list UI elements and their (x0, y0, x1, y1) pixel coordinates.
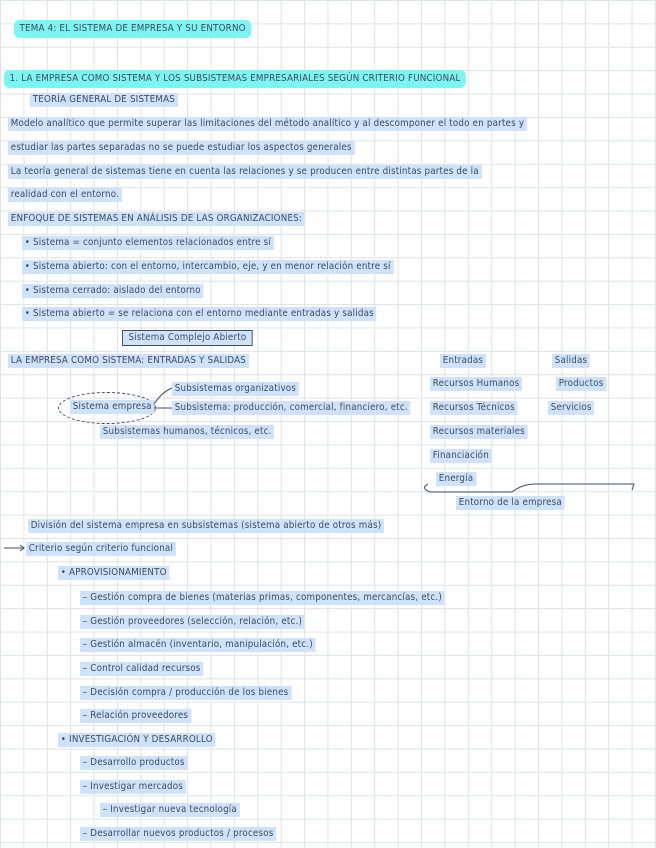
branch-item: Subsistema: producción, comercial, financiero, etc. (172, 401, 411, 415)
list-item: • Sistema cerrado: aislado del entorno (22, 284, 204, 298)
aprov-item: – Control calidad recursos (80, 662, 203, 676)
text-line: estudiar las partes separadas no se puede estudiar los aspectos generales (8, 141, 354, 155)
salida-item: Productos (556, 377, 606, 391)
branch-item: Subsistemas humanos, técnicos, etc. (100, 425, 274, 439)
entrada-item: Financiación (430, 449, 492, 463)
entrada-item: Recursos Técnicos (430, 401, 518, 415)
entrada-item: Recursos Humanos (430, 377, 522, 391)
aprov-item: – Gestión proveedores (selección, relación, etc.) (80, 615, 305, 629)
invest-item: – Investigar mercados (80, 780, 186, 794)
io-heading: LA EMPRESA COMO SISTEMA: ENTRADAS Y SALIDAS (8, 354, 249, 368)
aprov-item: – Decisión compra / producción de los bienes (80, 686, 291, 700)
text-line: realidad con el entorno. (8, 188, 122, 202)
entradas-title: Entradas (440, 354, 486, 368)
entrada-item: Recursos materiales (430, 425, 528, 439)
entrada-item: Energía (436, 472, 476, 486)
page-title: TEMA 4: EL SISTEMA DE EMPRESA Y SU ENTORNO (14, 20, 251, 38)
list-item: • Sistema abierto = se relaciona con el entorno mediante entradas y salidas (22, 307, 377, 321)
criterio-line: Criterio según criterio funcional (26, 542, 176, 556)
invest-title: • INVESTIGACIÓN Y DESARROLLO (58, 733, 216, 747)
salidas-title: Salidas (552, 354, 590, 368)
aprov-title: • APROVISIONAMIENTO (58, 566, 169, 580)
oval-label: Sistema empresa (70, 400, 154, 414)
aprov-item: – Gestión almacén (inventario, manipulación, etc.) (80, 638, 316, 652)
invest-item: – Desarrollar nuevos productos / procesos (80, 827, 276, 841)
invest-item: – Desarrollo productos (80, 756, 187, 770)
aprov-item: – Gestión compra de bienes (materias primas, componentes, mercancías, etc.) (80, 591, 445, 605)
list-item: • Sistema abierto: con el entorno, intercambio, eje, y en menor relación entre sí (22, 260, 393, 274)
subheading: TEORÍA GENERAL DE SISTEMAS (30, 93, 178, 107)
text-line: La teoría general de sistemas tiene en cuenta las relaciones y se producen entre distintas partes de la (8, 165, 482, 179)
section-heading: 1. LA EMPRESA COMO SISTEMA Y LOS SUBSISTEMAS EMPRESARIALES SEGÚN CRITERIO FUNCIONAL (4, 70, 466, 88)
entorno-label: Entorno de la empresa (456, 496, 565, 510)
text-line: Modelo analítico que permite superar las limitaciones del método analítico y al descomponer el todo en partes y (8, 117, 527, 131)
division-heading: División del sistema empresa en subsistemas (sistema abierto de otros más) (28, 519, 384, 533)
branch-item: Subsistemas organizativos (172, 382, 299, 396)
boxed-concept: Sistema Complejo Abierto (122, 330, 253, 346)
list-item: • Sistema = conjunto elementos relacionados entre sí (22, 236, 274, 250)
salida-item: Servicios (548, 401, 594, 415)
invest-item: – Investigar nueva tecnología (100, 803, 240, 817)
aprov-item: – Relación proveedores (80, 709, 191, 723)
enfoque-heading: ENFOQUE DE SISTEMAS EN ANÁLISIS DE LAS ORGANIZACIONES: (8, 212, 305, 226)
